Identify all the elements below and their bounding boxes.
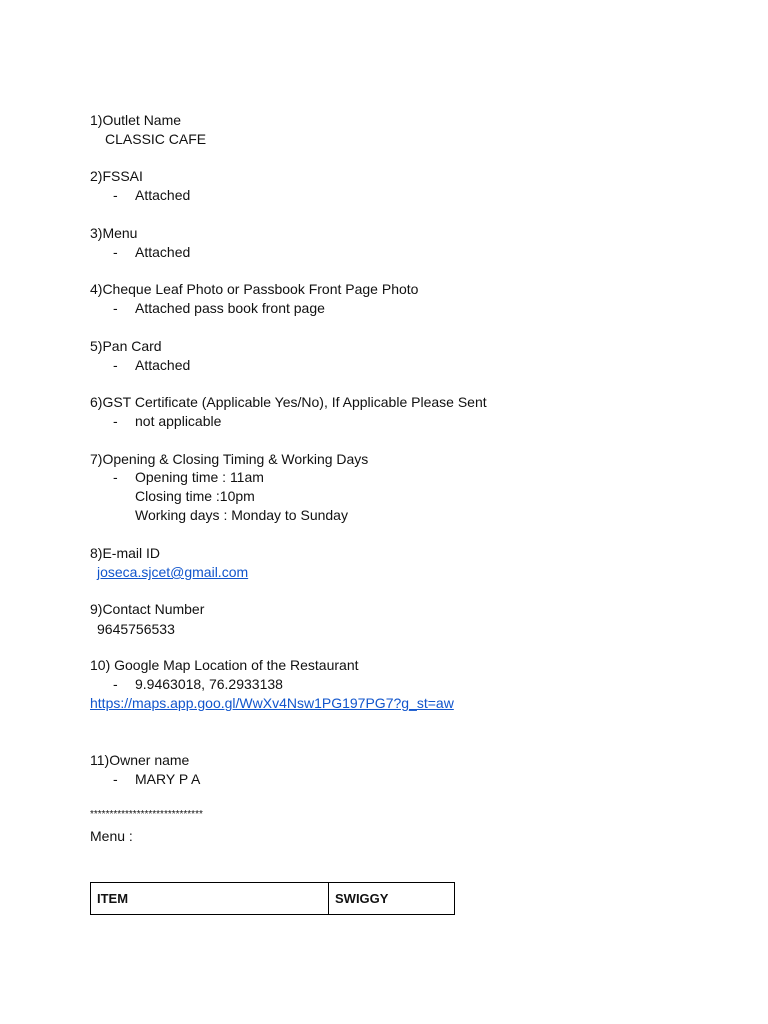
opening-time: Opening time : 11am — [135, 469, 264, 485]
map-link[interactable]: https://maps.app.goo.gl/WwXv4Nsw1PG197PG7?g_st=aw — [90, 695, 454, 711]
gst-bullet: - — [113, 413, 118, 429]
cheque-bullet: - — [113, 300, 118, 316]
contact-number: 9645756533 — [97, 621, 175, 637]
menu-table — [90, 882, 455, 915]
timing-heading: 7)Opening & Closing Timing & Working Days — [90, 451, 369, 467]
fssai-heading: 2)FSSAI — [90, 168, 143, 184]
outlet-name-value: CLASSIC CAFE — [105, 131, 207, 147]
closing-time: Closing time :10pm — [135, 488, 255, 504]
map-coordinates: 9.9463018, 76.2933138 — [135, 676, 283, 692]
gst-value: not applicable — [135, 413, 222, 429]
cheque-heading: 4)Cheque Leaf Photo or Passbook Front Page Photo — [90, 281, 419, 297]
timing-bullet: - — [113, 469, 118, 485]
separator-stars: ***************************** — [90, 809, 203, 820]
menu-value: Attached — [135, 244, 191, 260]
map-bullet: - — [113, 676, 118, 692]
email-link[interactable]: joseca.sjcet@gmail.com — [97, 564, 249, 580]
menu-bullet: - — [113, 244, 118, 260]
pan-card-heading: 5)Pan Card — [90, 338, 162, 354]
contact-heading: 9)Contact Number — [90, 601, 205, 617]
outlet-name-heading: 1)Outlet Name — [90, 112, 182, 128]
working-days: Working days : Monday to Sunday — [135, 507, 348, 523]
menu-heading: 3)Menu — [90, 225, 138, 241]
gst-heading: 6)GST Certificate (Applicable Yes/No), If Applicable Please Sent — [90, 394, 487, 410]
owner-value: MARY P A — [135, 771, 201, 787]
cheque-value: Attached pass book front page — [135, 300, 325, 316]
owner-bullet: - — [113, 771, 118, 787]
menu-label: Menu : — [90, 828, 133, 844]
pan-card-value: Attached — [135, 357, 191, 373]
menu-table-header-row — [91, 883, 455, 915]
map-heading: 10) Google Map Location of the Restaurant — [90, 657, 359, 673]
menu-table-header-swiggy: SWIGGY — [329, 883, 455, 915]
menu-table-header-item: ITEM — [91, 883, 329, 915]
fssai-bullet: - — [113, 187, 118, 203]
pan-card-bullet: - — [113, 357, 118, 373]
owner-heading: 11)Owner name — [90, 752, 190, 768]
email-heading: 8)E-mail ID — [90, 545, 161, 561]
fssai-value: Attached — [135, 187, 191, 203]
